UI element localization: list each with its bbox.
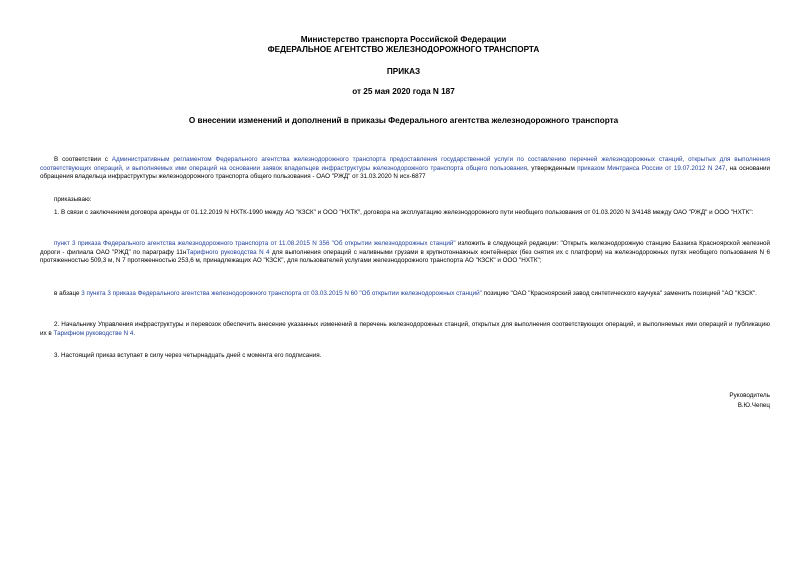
item-1a: [40, 240, 770, 266]
item-1b-text-1: в абзаце: [54, 290, 82, 297]
item-1a-text-1: изложить в следующей редакции: "Открыть железнодорожную станцию Базаиха Красноярской железной дороги - филиала ОАО "РЖД" по параграфу 11н: [40, 240, 770, 256]
order-60-link[interactable]: 3 пункта 3 приказа Федерального агентства железнодорожного транспорта от 03.03.2015 N 60 "Об открытии железнодорожных станций": [81, 290, 482, 297]
item-1b: [40, 290, 770, 299]
agency-name: ФЕДЕРАЛЬНОЕ АГЕНТСТВО ЖЕЛЕЗНОДОРОЖНОГО ТРАНСПОРТА: [267, 45, 540, 54]
regulation-link[interactable]: Административным регламентом Федерального агентства железнодорожного транспорта предоставления государственной услуги по составлению перечней железнодорожных станций, открытых для выполнения соответствующих операций, и выполняемых ими операций на основании заявок владельцев инфраструктуры железнодорожного транспорта общего пользования: [40, 156, 770, 172]
prikazyvayu: приказываю:: [54, 196, 92, 203]
order-356-link[interactable]: пункт 3 приказа Федерального агентства железнодорожного транспорта от 11.08.2015 N 356 "Об открытии железнодорожных станций": [54, 240, 456, 247]
tariff-guide-link-2[interactable]: Тарифном руководстве N 4: [53, 329, 134, 337]
order-link[interactable]: приказом Минтранса России от 19.07.2012 N 247: [577, 164, 726, 172]
signatory-name: В.Ю.Чепец: [737, 402, 770, 409]
tariff-guide-link[interactable]: Тарифного руководства N 4: [186, 248, 270, 256]
doc-type: ПРИКАЗ: [386, 67, 421, 76]
ministry-name: Министерство транспорта Российской Федерации: [300, 35, 507, 44]
item-2-text-2: .: [133, 329, 136, 337]
item-2-text-1: 2. Начальнику Управления инфраструктуры и перевозок обеспечить внесение указанных изменений в перечень железнодорожных станций, открытых для выполнения соответствующих операций, и выполняемых ими операций и публикацию их в: [40, 321, 770, 337]
preamble-text-1: В соответствии с: [54, 156, 112, 163]
item-1b-text-2: позицию "ОАО "Красноярский завод синтетического каучука" заменить позицией "АО "КЗСК".: [481, 290, 757, 297]
preamble-paragraph: [40, 156, 770, 182]
doc-title: О внесении изменений и дополнений в приказы Федерального агентства железнодорожного транспорта: [188, 116, 619, 125]
item-1: 1. В связи с заключением договора аренды от 01.12.2019 N НХТК-1990 между АО "КЗСК" и ООО "НХТК", договора на эксплуатацию железнодорожного пути необщего пользования от 01.03.2020 N 3/4148 между ОАО "РЖД" и ООО "НХТК":: [54, 209, 754, 216]
doc-date: от 25 мая 2020 года N 187: [352, 87, 455, 96]
signatory-position: Руководитель: [729, 392, 770, 399]
item-1a-text-2: для выполнения операций с наливными грузами в крупнотоннажных контейнерах (без снятия их с платформ) на железнодорожных путях необщего пользования N 6 протяженностью 509,3 м, N 7 протяженностью 253,6 м, принадлежащих АО "КЗСК", для пользователей услугами железнодорожного транспорта АО "КЗСК" и ООО "НХТК";: [40, 248, 770, 265]
item-2: [40, 321, 770, 338]
preamble-text-3: , на основании обращения владельца инфраструктуры железнодорожного транспорта общего пользования - ОАО "РЖД" от 31.03.2020 N исх-6877: [40, 164, 770, 181]
preamble-text-2: , утвержденным: [527, 164, 578, 172]
item-3: 3. Настоящий приказ вступает в силу через четырнадцать дней с момента его подписания.: [54, 352, 322, 359]
